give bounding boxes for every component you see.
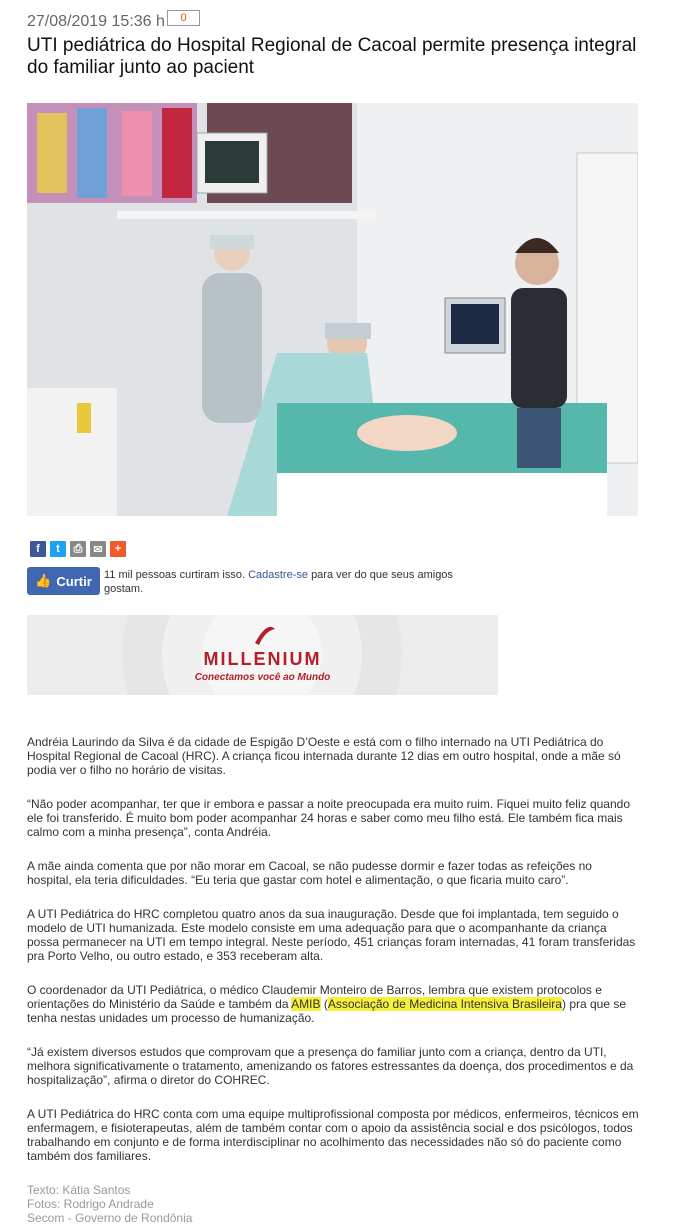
signup-link[interactable]: Cadastre-se bbox=[248, 569, 308, 581]
article-headline: UTI pediátrica do Hospital Regional de Cacoal permite presença integral do familiar junto ao pacient bbox=[27, 35, 637, 78]
share-toolbar bbox=[30, 541, 126, 557]
article-paragraph: “Já existem diversos estudos que comprovam que a presença do familiar junto com a criança, dentro da UTI, melhora significativamente o tratamento, amenizando os fatores estressantes da doença, dos procedimentos e da hospitalização”, afirma o diretor do COHREC. bbox=[27, 1045, 634, 1087]
publish-datetime: 27/08/2019 15:36 h bbox=[27, 13, 165, 30]
article-paragraph: A UTI Pediátrica do HRC completou quatro anos da sua inauguração. Desde que foi implantada, tem seguido o modelo de UTI humanizada. Este modelo consiste em uma adequação para que o acompanhante da criança possa permanecer na UTI em tempo integral. Neste período, 451 crianças foram internadas, 41 foram transferidas pra Porto Velho, ou outro estado, e 353 receberam alta. bbox=[27, 907, 636, 963]
highlighted-term[interactable]: AMIB bbox=[291, 997, 321, 1011]
facebook-icon[interactable]: f bbox=[30, 541, 46, 557]
article-photo bbox=[27, 103, 638, 516]
email-icon[interactable]: ✉ bbox=[90, 541, 106, 557]
banner-tagline: Conectamos você ao Mundo bbox=[194, 672, 331, 683]
like-button[interactable] bbox=[27, 567, 100, 595]
article-body bbox=[27, 735, 639, 1225]
article-paragraph bbox=[27, 983, 639, 1025]
more-icon[interactable]: + bbox=[110, 541, 126, 557]
article-paragraph: A mãe ainda comenta que por não morar em Cacoal, se não pudesse dormir e fazer todas as refeições no hospital, ela teria dificuldades. “Eu teria que gastar com hotel e alimentação, o que ficaria muito caro”. bbox=[27, 859, 592, 887]
article-credits bbox=[27, 1183, 639, 1225]
paragraph-text: O coordenador da UTI Pediátrica, o médico Claudemir Monteiro de Barros, lembra que existem protocolos e orientações do Ministério da Saúde e também da bbox=[27, 983, 602, 1011]
article-paragraph: Andréia Laurindo da Silva é da cidade de Espigão D’Oeste e está com o filho internado na UTI Pediátrica do Hospital Regional de Cacoal (HRC). A criança ficou internada durante 12 dias em outro hospital, onde a mãe só podia ver o filho no horário de visitas. bbox=[27, 735, 621, 777]
like-rest-text: para ver do que seus amigos gostam. bbox=[104, 569, 453, 595]
paragraph-text: ( bbox=[320, 997, 328, 1011]
print-icon[interactable]: ⎙ bbox=[70, 541, 86, 557]
banner-brand: MILLENIUM bbox=[203, 649, 322, 669]
article-paragraph: A UTI Pediátrica do HRC conta com uma equipe multiprofissional composta por médicos, enfermeiros, técnicos em enfermagem, e fisioterapeutas, além de também contar com o apoio da assistência social e dos psicólogos, todos trabalhando em conjunto e de forma interdisciplinar no acolhimento das necessidades não só do paciente como também dos familiares. bbox=[27, 1107, 639, 1163]
paragraph-text: ) pra que se tenha nestas unidades um processo de humanização. bbox=[27, 997, 627, 1025]
text-credit: Texto: Kátia Santos bbox=[27, 1183, 131, 1197]
like-count-text: 11 mil pessoas curtiram isso. bbox=[104, 569, 246, 581]
twitter-icon[interactable]: t bbox=[50, 541, 66, 557]
photo-credit: Fotos: Rodrigo Andrade bbox=[27, 1197, 154, 1211]
article-paragraph: “Não poder acompanhar, ter que ir embora e passar a noite preocupada era muito ruim. Fiquei muito feliz quando ele foi transferido. É muito bom poder acompanhar 24 horas e saber como meu filho está. Ele também fica mais calmo com a minha presença”, conta Andréia. bbox=[27, 797, 631, 839]
comment-count-badge[interactable]: 0 bbox=[167, 10, 200, 26]
highlighted-term[interactable]: Associação de Medicina Intensiva Brasileira bbox=[327, 997, 562, 1011]
source-credit: Secom - Governo de Rondônia bbox=[27, 1211, 193, 1225]
ad-banner[interactable] bbox=[27, 615, 498, 695]
thumbs-up-icon: 👍 bbox=[35, 573, 52, 588]
like-summary bbox=[104, 568, 464, 596]
like-button-label: Curtir bbox=[56, 573, 92, 589]
